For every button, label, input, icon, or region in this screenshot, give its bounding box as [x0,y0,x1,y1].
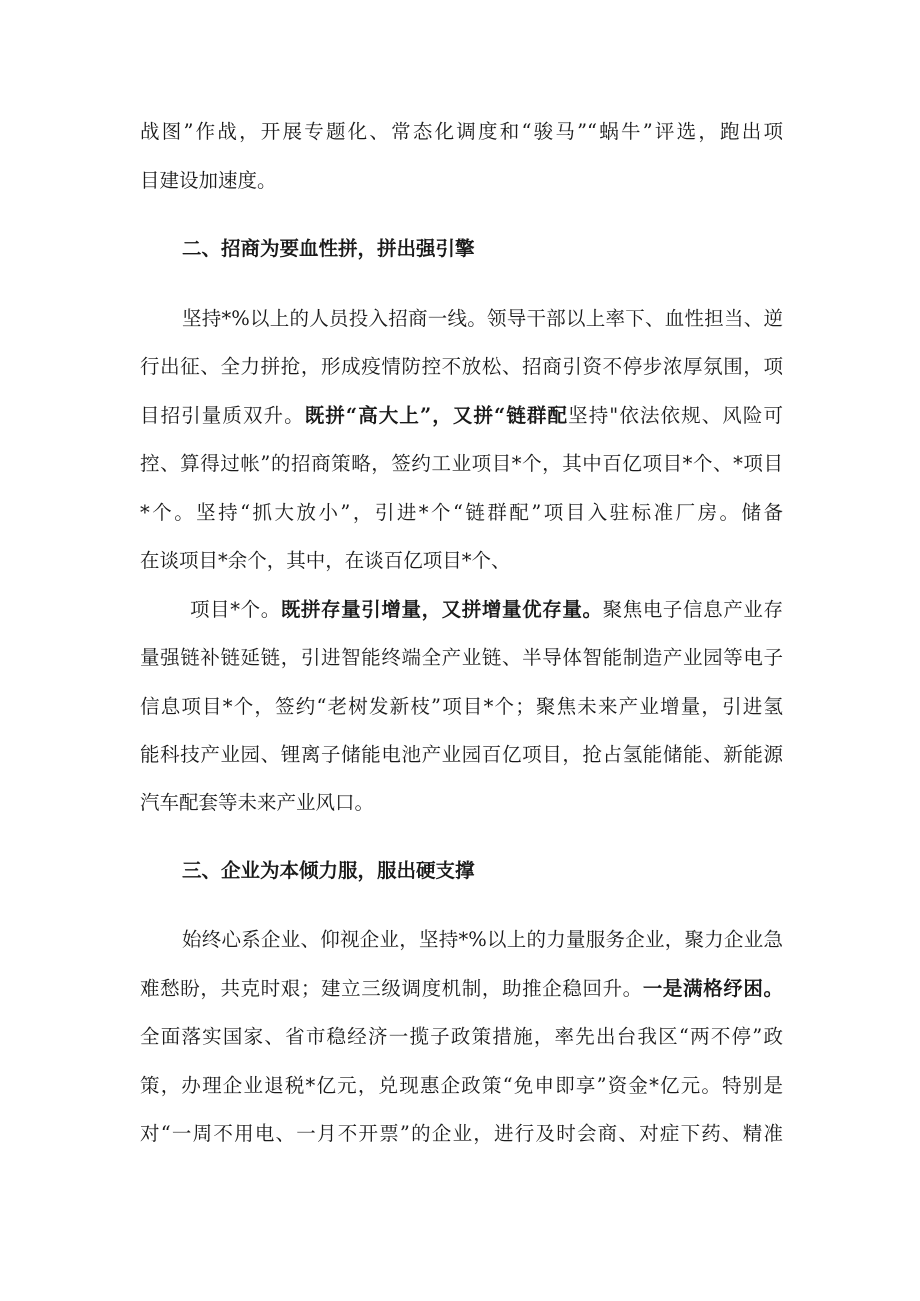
paragraph-line: 全面落实国家、省市稳经济一揽子政策措施，率先出台我区“两不停”政 [140,1025,783,1048]
paragraph-line: 策，办理企业退税*亿元，兑现惠企政策“免申即享”资金*亿元。特别是 [140,1074,783,1097]
paragraph-line: 汽车配套等未来产业风口。 [140,791,375,814]
bold-text-run: 既拼存量引增量，又拼增量优存量。 [280,598,603,621]
bold-text-run: 一是满格纾困。 [642,977,783,1000]
paragraph-line-mixed [190,597,783,623]
paragraph-line: 始终心系企业、仰视企业，坚持*%以上的力量服务企业，聚力企业急 [182,928,783,951]
paragraph-line: 坚持*%以上的人员投入招商一线。领导干部以上率下、血性担当、逆 [182,307,783,330]
paragraph-line: 对“一周不用电、一月不开票”的企业，进行及时会商、对症下药、精准 [140,1122,783,1145]
paragraph-line: 在谈项目*余个，其中，在谈百亿项目*个、 [140,549,511,572]
paragraph-line-mixed [140,403,783,429]
text-run: 聚焦电子信息产业存 [602,598,783,621]
section-heading: 二、招商为要血性拼，拼出强引擎 [182,237,475,260]
paragraph-line: 量强链补链延链，引进智能终端全产业链、半导体智能制造产业园等电子 [140,646,783,669]
text-run: 目招引量质双升。 [140,404,305,427]
paragraph-line: 行出征、全力拼抢，形成疫情防控不放松、招商引资不停步浓厚氛围，项 [140,355,783,378]
paragraph-line-mixed [140,976,783,1002]
paragraph-line: 信息项目*个，签约“老树发新枝”项目*个；聚焦未来产业增量，引进氢 [140,695,783,718]
bold-text-run: 既拼“高大上”，又拼“链群配 [304,404,569,427]
paragraph-line: 战图”作战，开展专题化、常态化调度和“骏马”“蜗牛”评选，跑出项 [140,120,783,143]
text-run: 难愁盼，共克时艰；建立三级调度机制，助推企稳回升。 [140,977,643,1000]
section-heading: 三、企业为本倾力服，服出硬支撑 [182,859,475,882]
text-run: 项目*个。 [190,598,281,621]
text-run: 坚持"依法依规、风险可 [568,404,783,427]
paragraph-line: *个。坚持“抓大放小”，引进*个“链群配”项目入驻标准厂房。储备 [140,501,783,524]
paragraph-line: 目建设加速度。 [140,169,277,192]
paragraph-line: 控、算得过帐”的招商策略，签约工业项目*个，其中百亿项目*个、*项目 [140,452,783,475]
paragraph-line: 能科技产业园、锂离子储能电池产业园百亿项目，抢占氢能储能、新能源 [140,743,783,766]
